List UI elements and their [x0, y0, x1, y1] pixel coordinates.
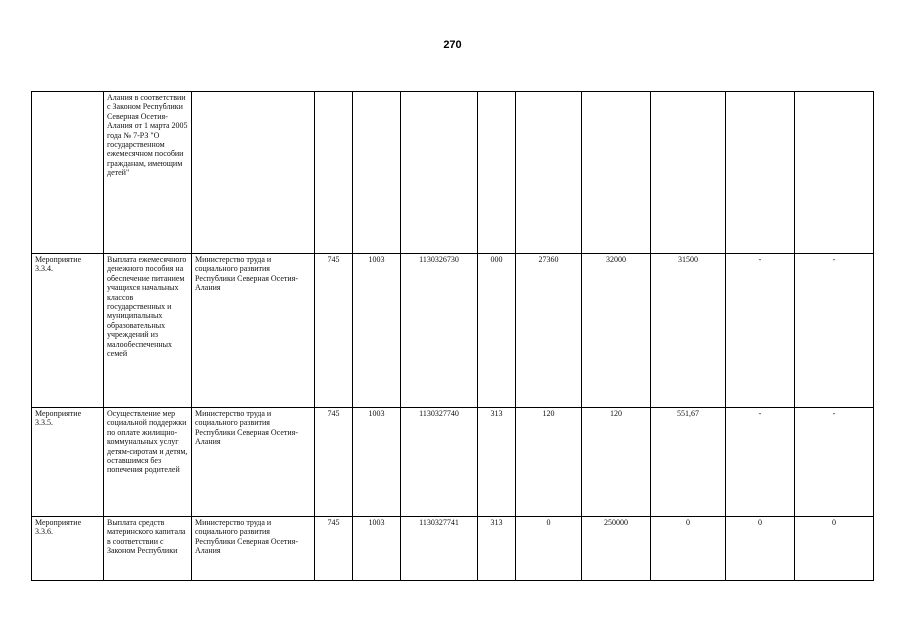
csr-cell: 1130327740	[401, 408, 478, 517]
amount-cell: 0	[651, 517, 726, 581]
event-cell: Мероприятие 3.3.6.	[32, 517, 104, 581]
amount-cell	[726, 92, 795, 254]
executor-cell: Министерство труда и социального развития Республики Северная Осетия-Алания	[192, 254, 315, 408]
table-row	[32, 517, 874, 581]
grbs-cell: 745	[315, 408, 353, 517]
event-name-cell: Алания в соответствии с Законом Республики Северная Осетия-Алания от 1 марта 2005 года № 7-РЗ "О государственном ежемесячном пособии гражданам, имеющим детей"	[104, 92, 192, 254]
amount-cell: 250000	[582, 517, 651, 581]
grbs-cell: 745	[315, 254, 353, 408]
amount-cell: -	[795, 254, 874, 408]
event-cell: Мероприятие 3.3.4.	[32, 254, 104, 408]
amount-cell	[651, 92, 726, 254]
csr-cell: 1130327741	[401, 517, 478, 581]
event-cell	[32, 92, 104, 254]
amount-cell: 27360	[516, 254, 582, 408]
table-row	[32, 254, 874, 408]
rzpr-cell: 1003	[353, 254, 401, 408]
vr-cell	[478, 92, 516, 254]
executor-cell: Министерство труда и социального развития Республики Северная Осетия-Алания	[192, 517, 315, 581]
grbs-cell: 745	[315, 517, 353, 581]
amount-cell: 120	[516, 408, 582, 517]
csr-cell: 1130326730	[401, 254, 478, 408]
page-number: 270	[443, 39, 462, 51]
amount-cell: 32000	[582, 254, 651, 408]
amount-cell: 120	[582, 408, 651, 517]
grbs-cell	[315, 92, 353, 254]
amount-cell	[516, 92, 582, 254]
amount-cell: -	[795, 408, 874, 517]
event-name-cell: Выплата средств материнского капитала в соответствии с Законом Республики	[104, 517, 192, 581]
vr-cell: 000	[478, 254, 516, 408]
vr-cell: 313	[478, 517, 516, 581]
amount-cell	[795, 92, 874, 254]
amount-cell: 31500	[651, 254, 726, 408]
table-row	[32, 92, 874, 254]
table-row	[32, 408, 874, 517]
amount-cell: 551,67	[651, 408, 726, 517]
amount-cell: 0	[795, 517, 874, 581]
executor-cell: Министерство труда и социального развития Республики Северная Осетия-Алания	[192, 408, 315, 517]
amount-cell	[582, 92, 651, 254]
rzpr-cell: 1003	[353, 517, 401, 581]
budget-table	[31, 91, 874, 581]
rzpr-cell	[353, 92, 401, 254]
amount-cell: -	[726, 408, 795, 517]
event-cell: Мероприятие 3.3.5.	[32, 408, 104, 517]
event-name-cell: Выплата ежемесячного денежного пособия на обеспечение питанием учащихся начальных классов государственных и муниципальных образовательных учреждений из малообеспеченных семей	[104, 254, 192, 408]
amount-cell: 0	[516, 517, 582, 581]
amount-cell: -	[726, 254, 795, 408]
rzpr-cell: 1003	[353, 408, 401, 517]
vr-cell: 313	[478, 408, 516, 517]
executor-cell	[192, 92, 315, 254]
event-name-cell: Осуществление мер социальной поддержки по оплате жилищно-коммунальных услуг детям-сиротам и детям, оставшимся без попечения родителей	[104, 408, 192, 517]
csr-cell	[401, 92, 478, 254]
amount-cell: 0	[726, 517, 795, 581]
